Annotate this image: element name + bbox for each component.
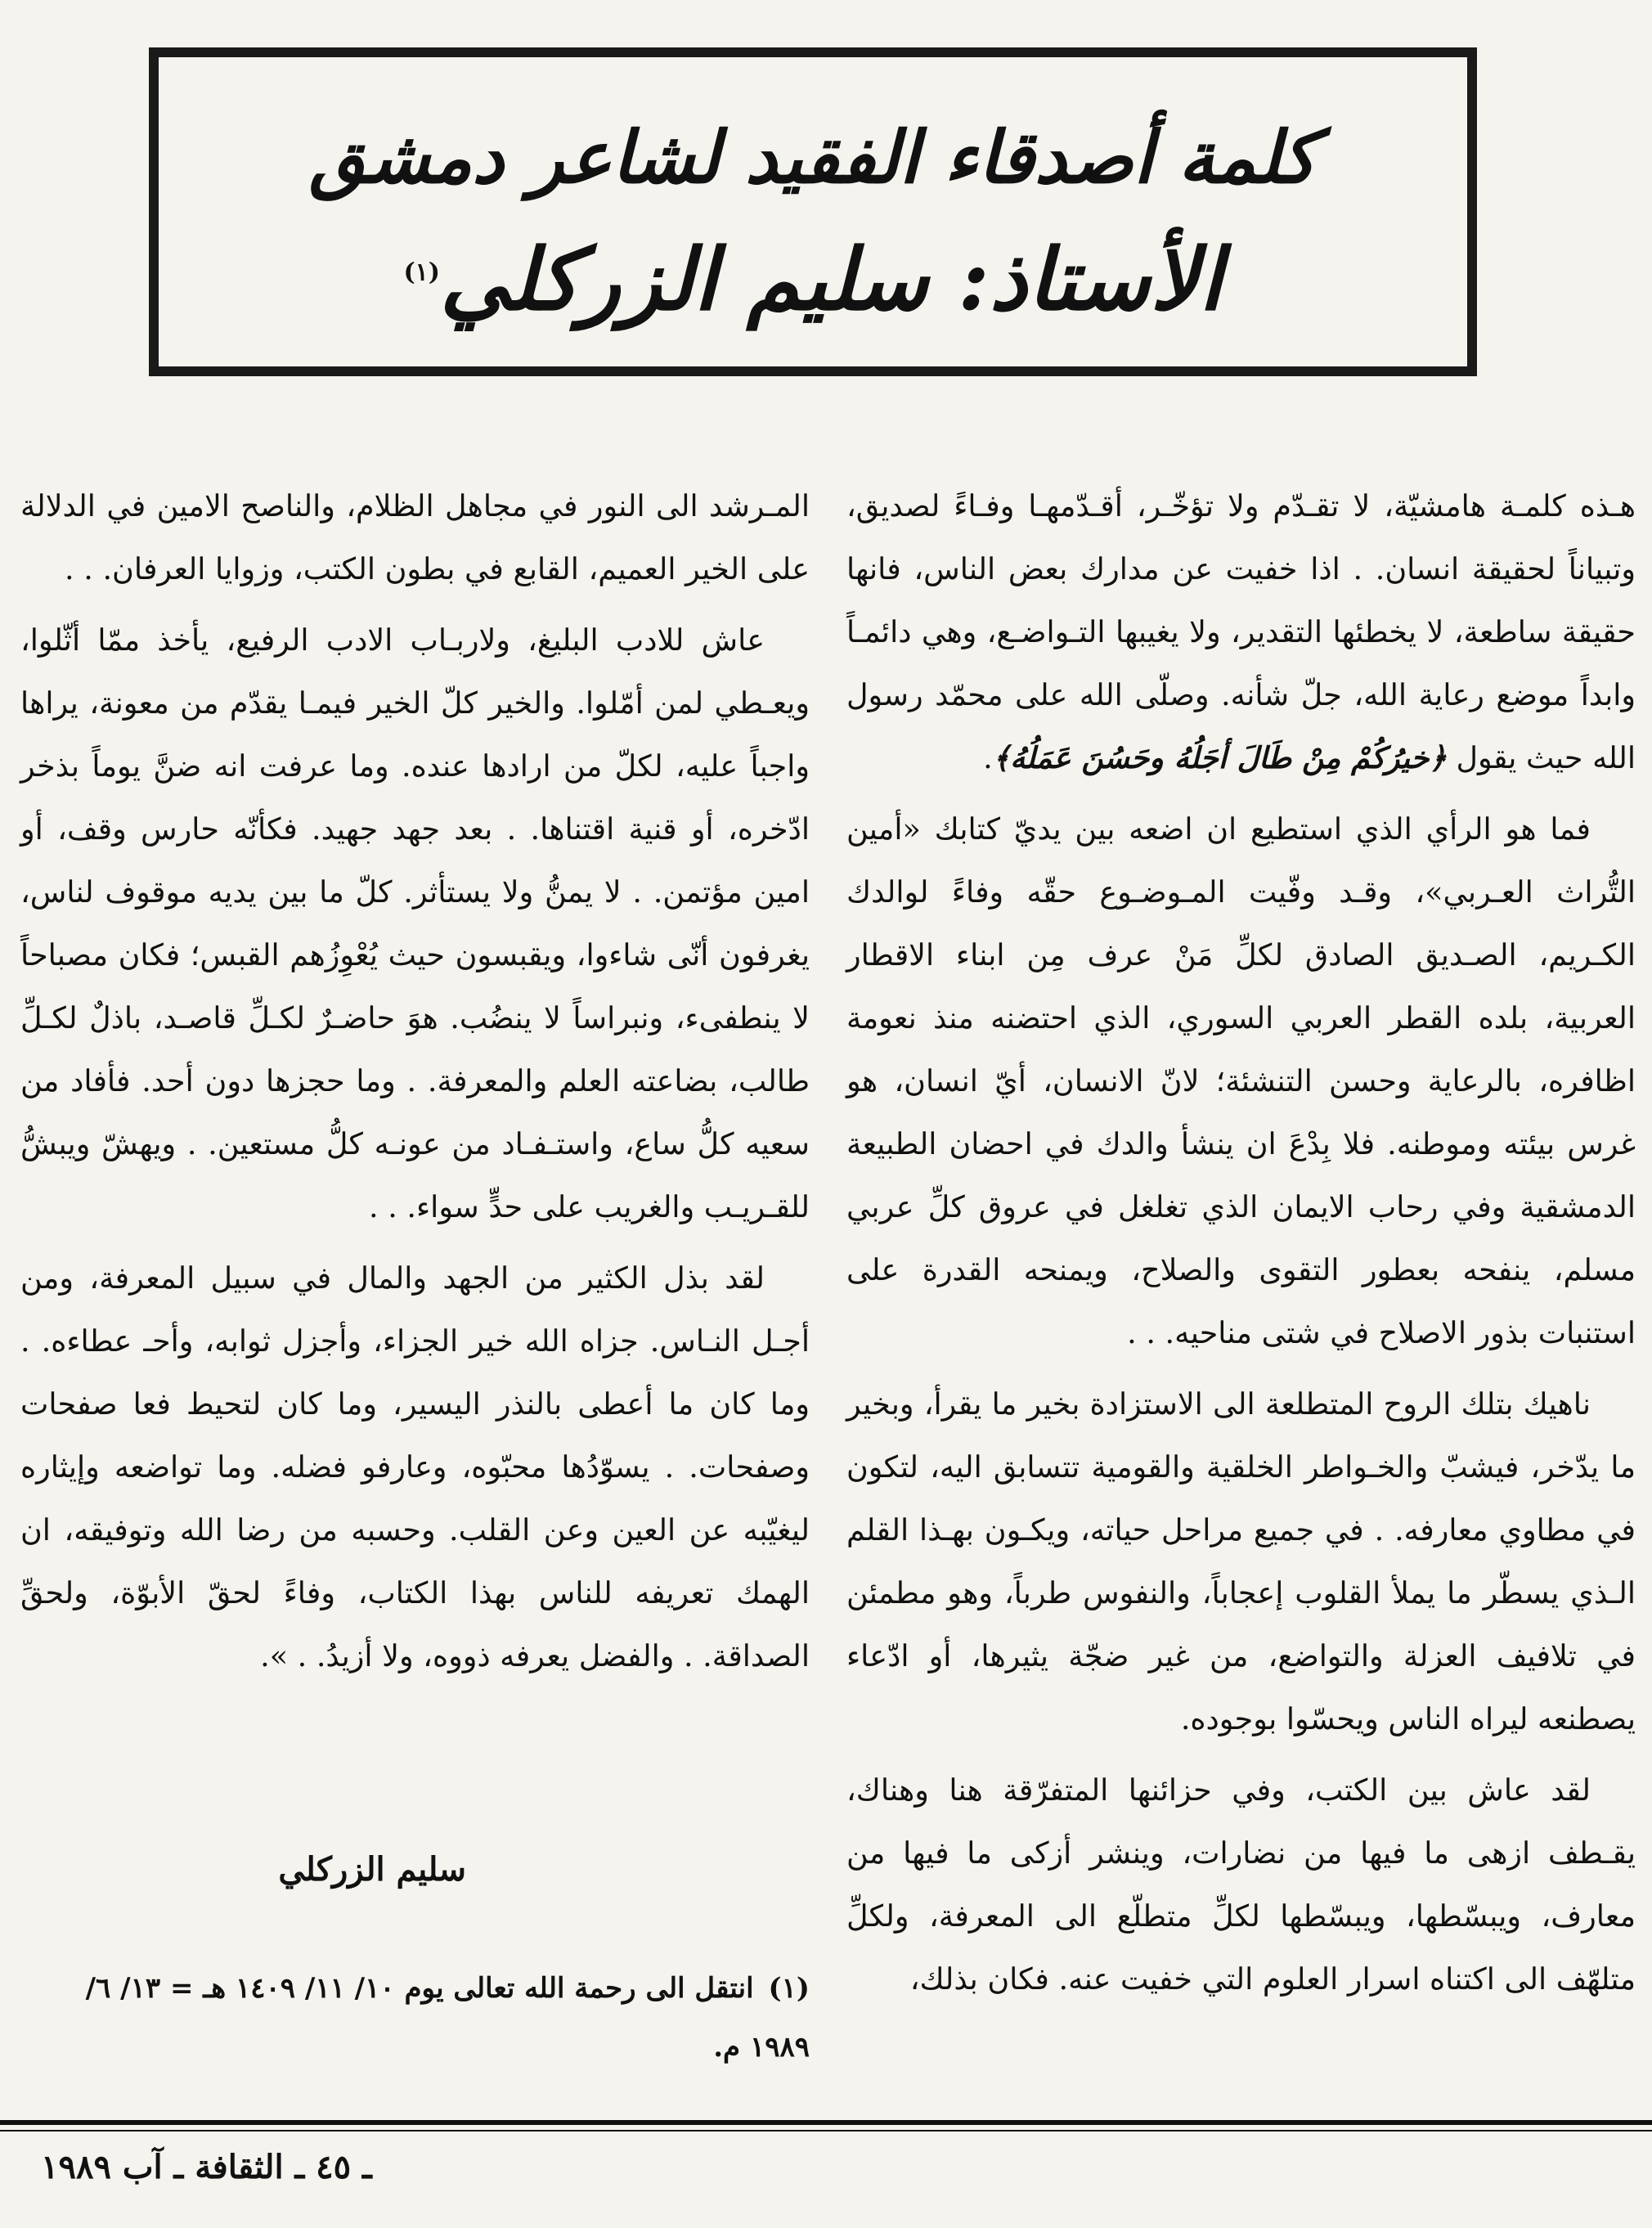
paragraph: المـرشد الى النور في مجاهل الظلام، والناصح الامين في الدلالة على الخير العميم، القابع في بطون الكتب، وزوايا العرفان. . . [20, 488, 810, 586]
author-title [159, 229, 1467, 330]
paragraph: لقد عاش بين الكتب، وفي حزائنها المتفرّقة هنا وهناك، يقـطف ازهى ما فيها من نضارات، وينشر أزكى ما فيها من معارف، ويبسّطها، ويبسّطها لكلِّ متطلّع الى المعرفة، ولكلِّ متلهّف الى اكتناه اسرار العلوم التي خفيت عنه. فكان بذلك، [846, 1772, 1636, 1997]
quran-quote: ﴿خيرُكُمْ مِنْ طَالَ أجَلُهُ وحَسُنَ عَمَلُهُ﴾ [992, 740, 1447, 775]
footnote-text: انتقل الى رحمة الله تعالى يوم ١٠/ ١١/ ١٤٠٩ هـ = ١٣/ ٦/ ١٩٨٩ م. [85, 1972, 810, 2064]
right-column [846, 474, 1636, 2019]
footnote-number: (١) [768, 1972, 810, 2005]
author-title-text: الأستاذ: سليم الزركلي [440, 229, 1223, 330]
paragraph: عاش للادب البليغ، ولاربـاب الادب الرفيع، يأخذ ممّا أثّلوا، ويعـطي لمن أمّلوا. والخير كلّ الخير فيمـا يقدّم من معونة، يراها واجباً عليه، لكلّ من ارادها عنده. وما عرفت انه ضنَّ يوماً بذخر ادّخره، أو قنية اقتناها. . بعد جهد جهيد. فكأنّه حارس وقف، أو امين مؤتمن. . لا يمنُّ ولا يستأثر. كلّ ما بين يديه موقوف لناس، يغرفون أنّى شاءوا، ويقبسون حيث يُعْوِزُهم القبس؛ فكان مصباحاً لا ينطفىء، ونبراساً لا ينضُب. هوَ حاضـرٌ لكـلِّ قاصـد، باذلٌ لكـلِّ طالب، بضاعته العلم والمعرفة. . وما حجزها دون أحد. فأفاد من سعيه كلُّ ساع، واستـفـاد من عونـه كلُّ مستعين. . ويهشّ ويبشُّ للقـريـب والغريب على حدٍّ سواء. . . [20, 622, 810, 1224]
paragraph-end: . [983, 740, 993, 775]
paragraph: لقد بذل الكثير من الجهد والمال في سبيل المعرفة، ومن أجـل النـاس. جزاه الله خير الجزاء، وأجزل ثوابه، وأحـ عطاءه. . وما كان ما أعطى بالنذر اليسير، وما كان لتحيط فعا صفحات وصفحات. . يسوّدُها محبّوه، وعارفو فضله. وما تواضعه وإيثاره ليغيّبه عن العين وعن القلب. وحسبه من رضا الله وتوفيقه، ان الهمك تعريفه للناس بهذا الكتاب، وفاءً لحقّ الأبوّة، ولحقِّ الصداقة. . والفضل يعرفه ذووه، ولا أزيدُ. . ». [20, 1260, 810, 1673]
paragraph-text: هـذه كلمـة هامشيّة، لا تقـدّم ولا تؤخّـر، أقـدّمهـا وفـاءً لصديق، وتبياناً لحقيقة انسان. . اذا خفيت عن مدارك بعض الناس، فانها حقيقة ساطعة، لا يخطئها التقدير، ولا يغيبها التـواضـع، وهي دائمـاً وابداً موضع رعاية الله، جلّ شأنه. وصلّى الله على محمّد رسول الله حيث يقول [846, 488, 1636, 775]
footnote [20, 1959, 810, 2077]
paragraph [846, 474, 1636, 789]
signature: سليم الزركلي [278, 1850, 466, 1889]
footer-rule [0, 2120, 1652, 2125]
paragraph: فما هو الرأي الذي استطيع ان اضعه بين يديّ كتابك «أمين التُّراث العـربي»، وقـد وفّيت المـوضـوع حقّه وفاءً لوالدك الكـريم، الصـديق الصادق لكلِّ مَنْ عرف مِن ابناء الاقطار العربية، بلده القطر العربي السوري، الذي احتضنه منذ نعومة اظافره، بالرعاية وحسن التنشئة؛ لانّ الانسان، أيّ انسان، هو غرس بيئته وموطنه. فلا بِدْعَ ان ينشأ والدك في احضان الطبيعة الدمشقية وفي رحاب الايمان الذي تغلغل في عروق كلِّ عربي مسلم، ينفحه بعطور التقوى والصلاح، ويمنحه القدرة على استنبات بذور الاصلاح في شتى مناحيه. . . [846, 811, 1636, 1350]
title-box [149, 47, 1477, 376]
footnote-marker: (١) [403, 258, 440, 287]
footer-rule-thin [0, 2130, 1652, 2131]
left-column [20, 474, 810, 1696]
page-title: كلمة أصدقاء الفقيد لشاعر دمشق [309, 115, 1317, 200]
page-folio: ـ ٤٥ ـ الثقافة ـ آب ١٩٨٩ [41, 2148, 372, 2186]
paragraph: ناهيك بتلك الروح المتطلعة الى الاستزادة بخير ما يقرأ، وبخير ما يدّخر، فيشبّ والخـواطر الخلقية والقومية تتسابق اليه، لتكون في مطاوي معارفه. . في جميع مراحل حياته، ويكـون بهـذا القلم الـذي يسطّر ما يملأ القلوب إعجاباً، والنفوس طرباً، وهو مطمئن في تلافيف العزلة والتواضع، من غير ضجّة يثيرها، أو ادّعاء يصطنعه ليراه الناس ويحسّوا بوجوده. [846, 1386, 1636, 1736]
